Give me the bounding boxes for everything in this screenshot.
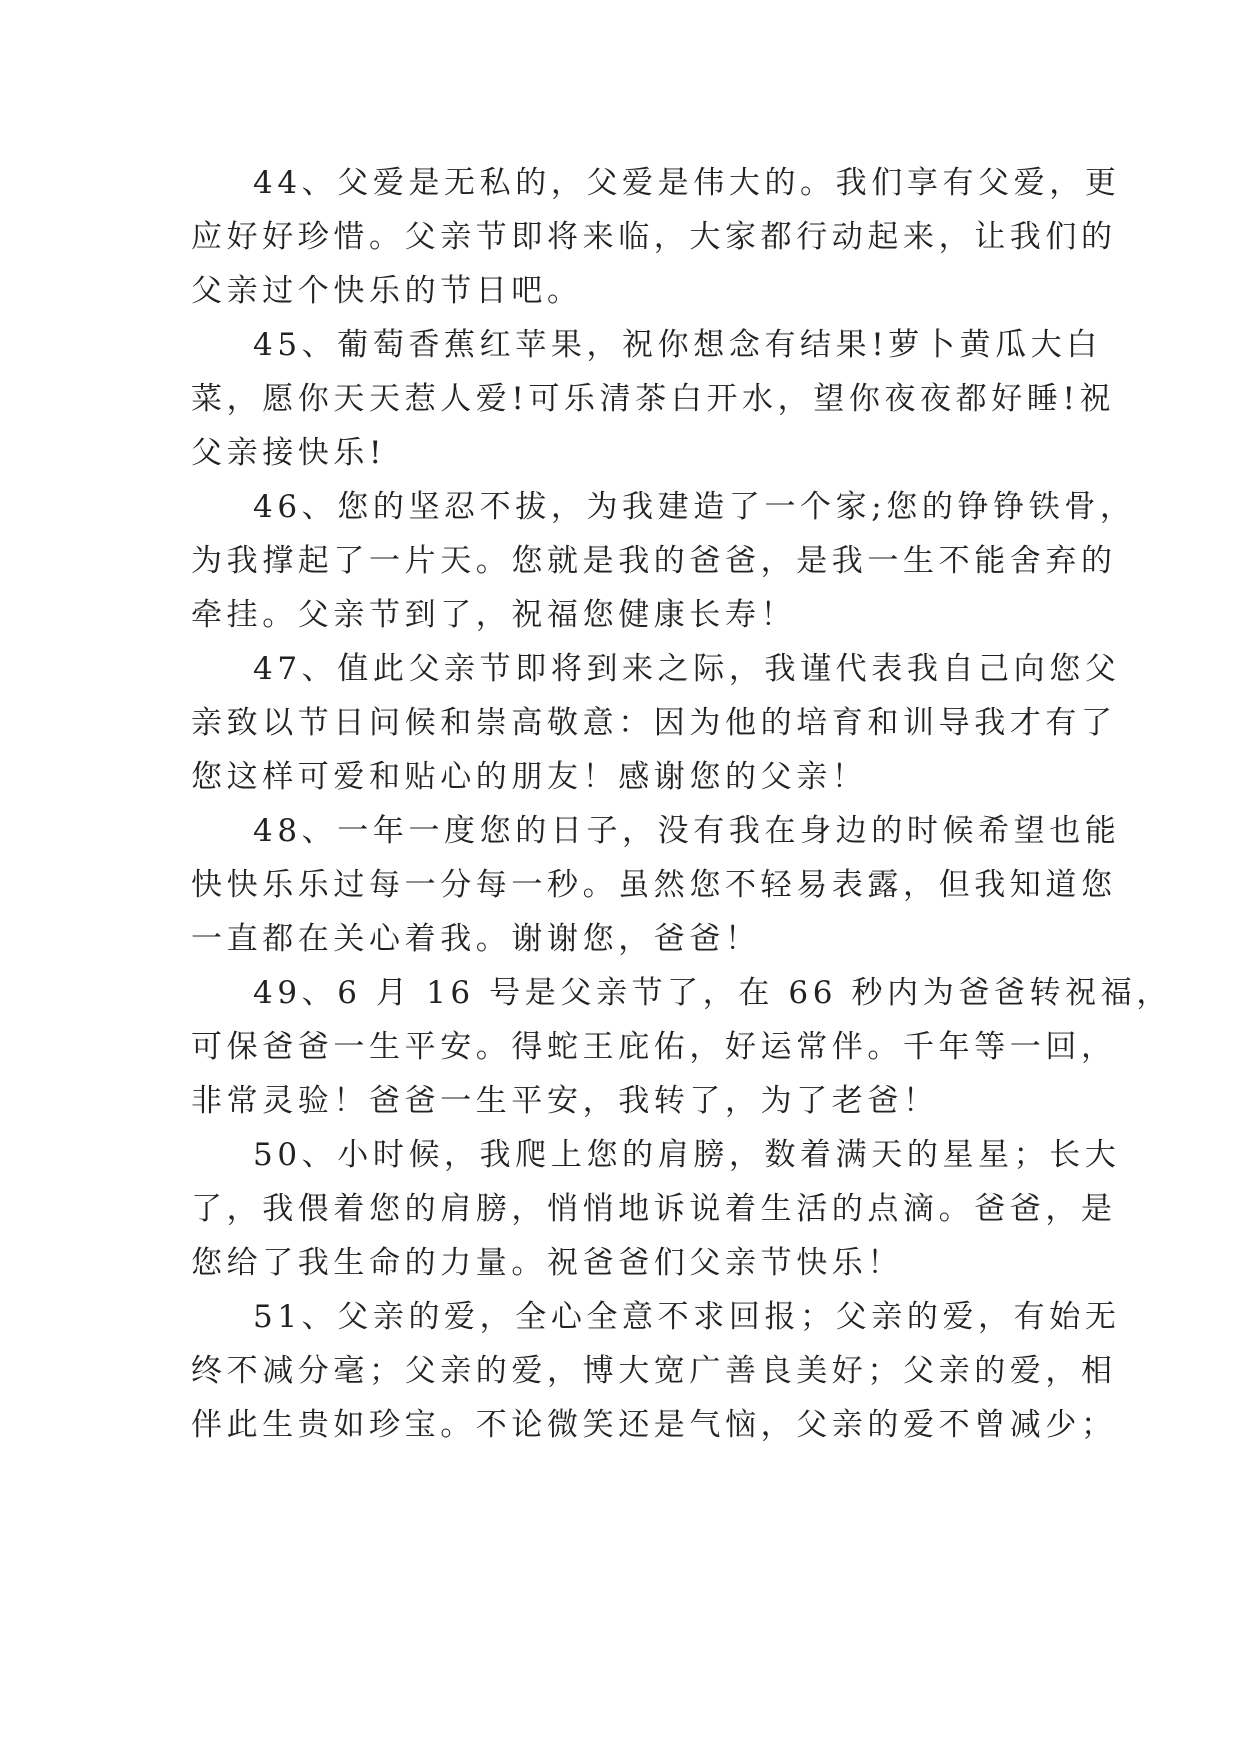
text-line: 48、一年一度您的日子，没有我在身边的时候希望也能: [253, 813, 1121, 849]
text-line: 父亲接快乐!: [191, 435, 387, 471]
text-line: 44、父爱是无私的，父爱是伟大的。我们享有父爱，更: [253, 165, 1121, 201]
text-line: 非常灵验！爸爸一生平安，我转了，为了老爸！: [191, 1083, 939, 1119]
text-line: 47、值此父亲节即将到来之际，我谨代表我自己向您父: [253, 651, 1121, 687]
text-line: 菜，愿你天天惹人爱!可乐清茶白开水，望你夜夜都好睡!祝: [191, 381, 1116, 417]
text-line: 一直都在关心着我。谢谢您，爸爸！: [191, 921, 761, 957]
text-line: 了，我偎着您的肩膀，悄悄地诉说着生活的点滴。爸爸，是: [191, 1191, 1117, 1227]
text-line: 亲致以节日问候和崇高敬意：因为他的培育和训导我才有了: [191, 705, 1117, 741]
text-line: 伴此生贵如珍宝。不论微笑还是气恼，父亲的爱不曾减少；: [191, 1407, 1117, 1443]
text-line: 应好好珍惜。父亲节即将来临，大家都行动起来，让我们的: [191, 219, 1117, 255]
text-line: 49、6 月 16 号是父亲节了，在 66 秒内为爸爸转祝福，: [253, 975, 1172, 1011]
text-line: 父亲过个快乐的节日吧。: [191, 273, 583, 309]
text-line: 终不减分毫；父亲的爱，博大宽广善良美好；父亲的爱，相: [191, 1353, 1117, 1389]
text-line: 为我撑起了一片天。您就是我的爸爸，是我一生不能舍弃的: [191, 543, 1117, 579]
text-line: 可保爸爸一生平安。得蛇王庇佑，好运常伴。千年等一回，: [191, 1029, 1117, 1065]
text-line: 您给了我生命的力量。祝爸爸们父亲节快乐！: [191, 1245, 903, 1281]
text-line: 50、小时候，我爬上您的肩膀，数着满天的星星；长大: [253, 1137, 1121, 1173]
text-line: 快快乐乐过每一分每一秒。虽然您不轻易表露，但我知道您: [191, 867, 1117, 903]
text-line: 51、父亲的爱，全心全意不求回报；父亲的爱，有始无: [253, 1299, 1121, 1335]
text-line: 45、葡萄香蕉红苹果，祝你想念有结果!萝卜黄瓜大白: [253, 327, 1102, 363]
text-line: 46、您的坚忍不拔，为我建造了一个家;您的铮铮铁骨，: [253, 489, 1136, 525]
text-line: 您这样可爱和贴心的朋友！感谢您的父亲！: [191, 759, 868, 795]
text-line: 牵挂。父亲节到了，祝福您健康长寿！: [191, 597, 797, 633]
